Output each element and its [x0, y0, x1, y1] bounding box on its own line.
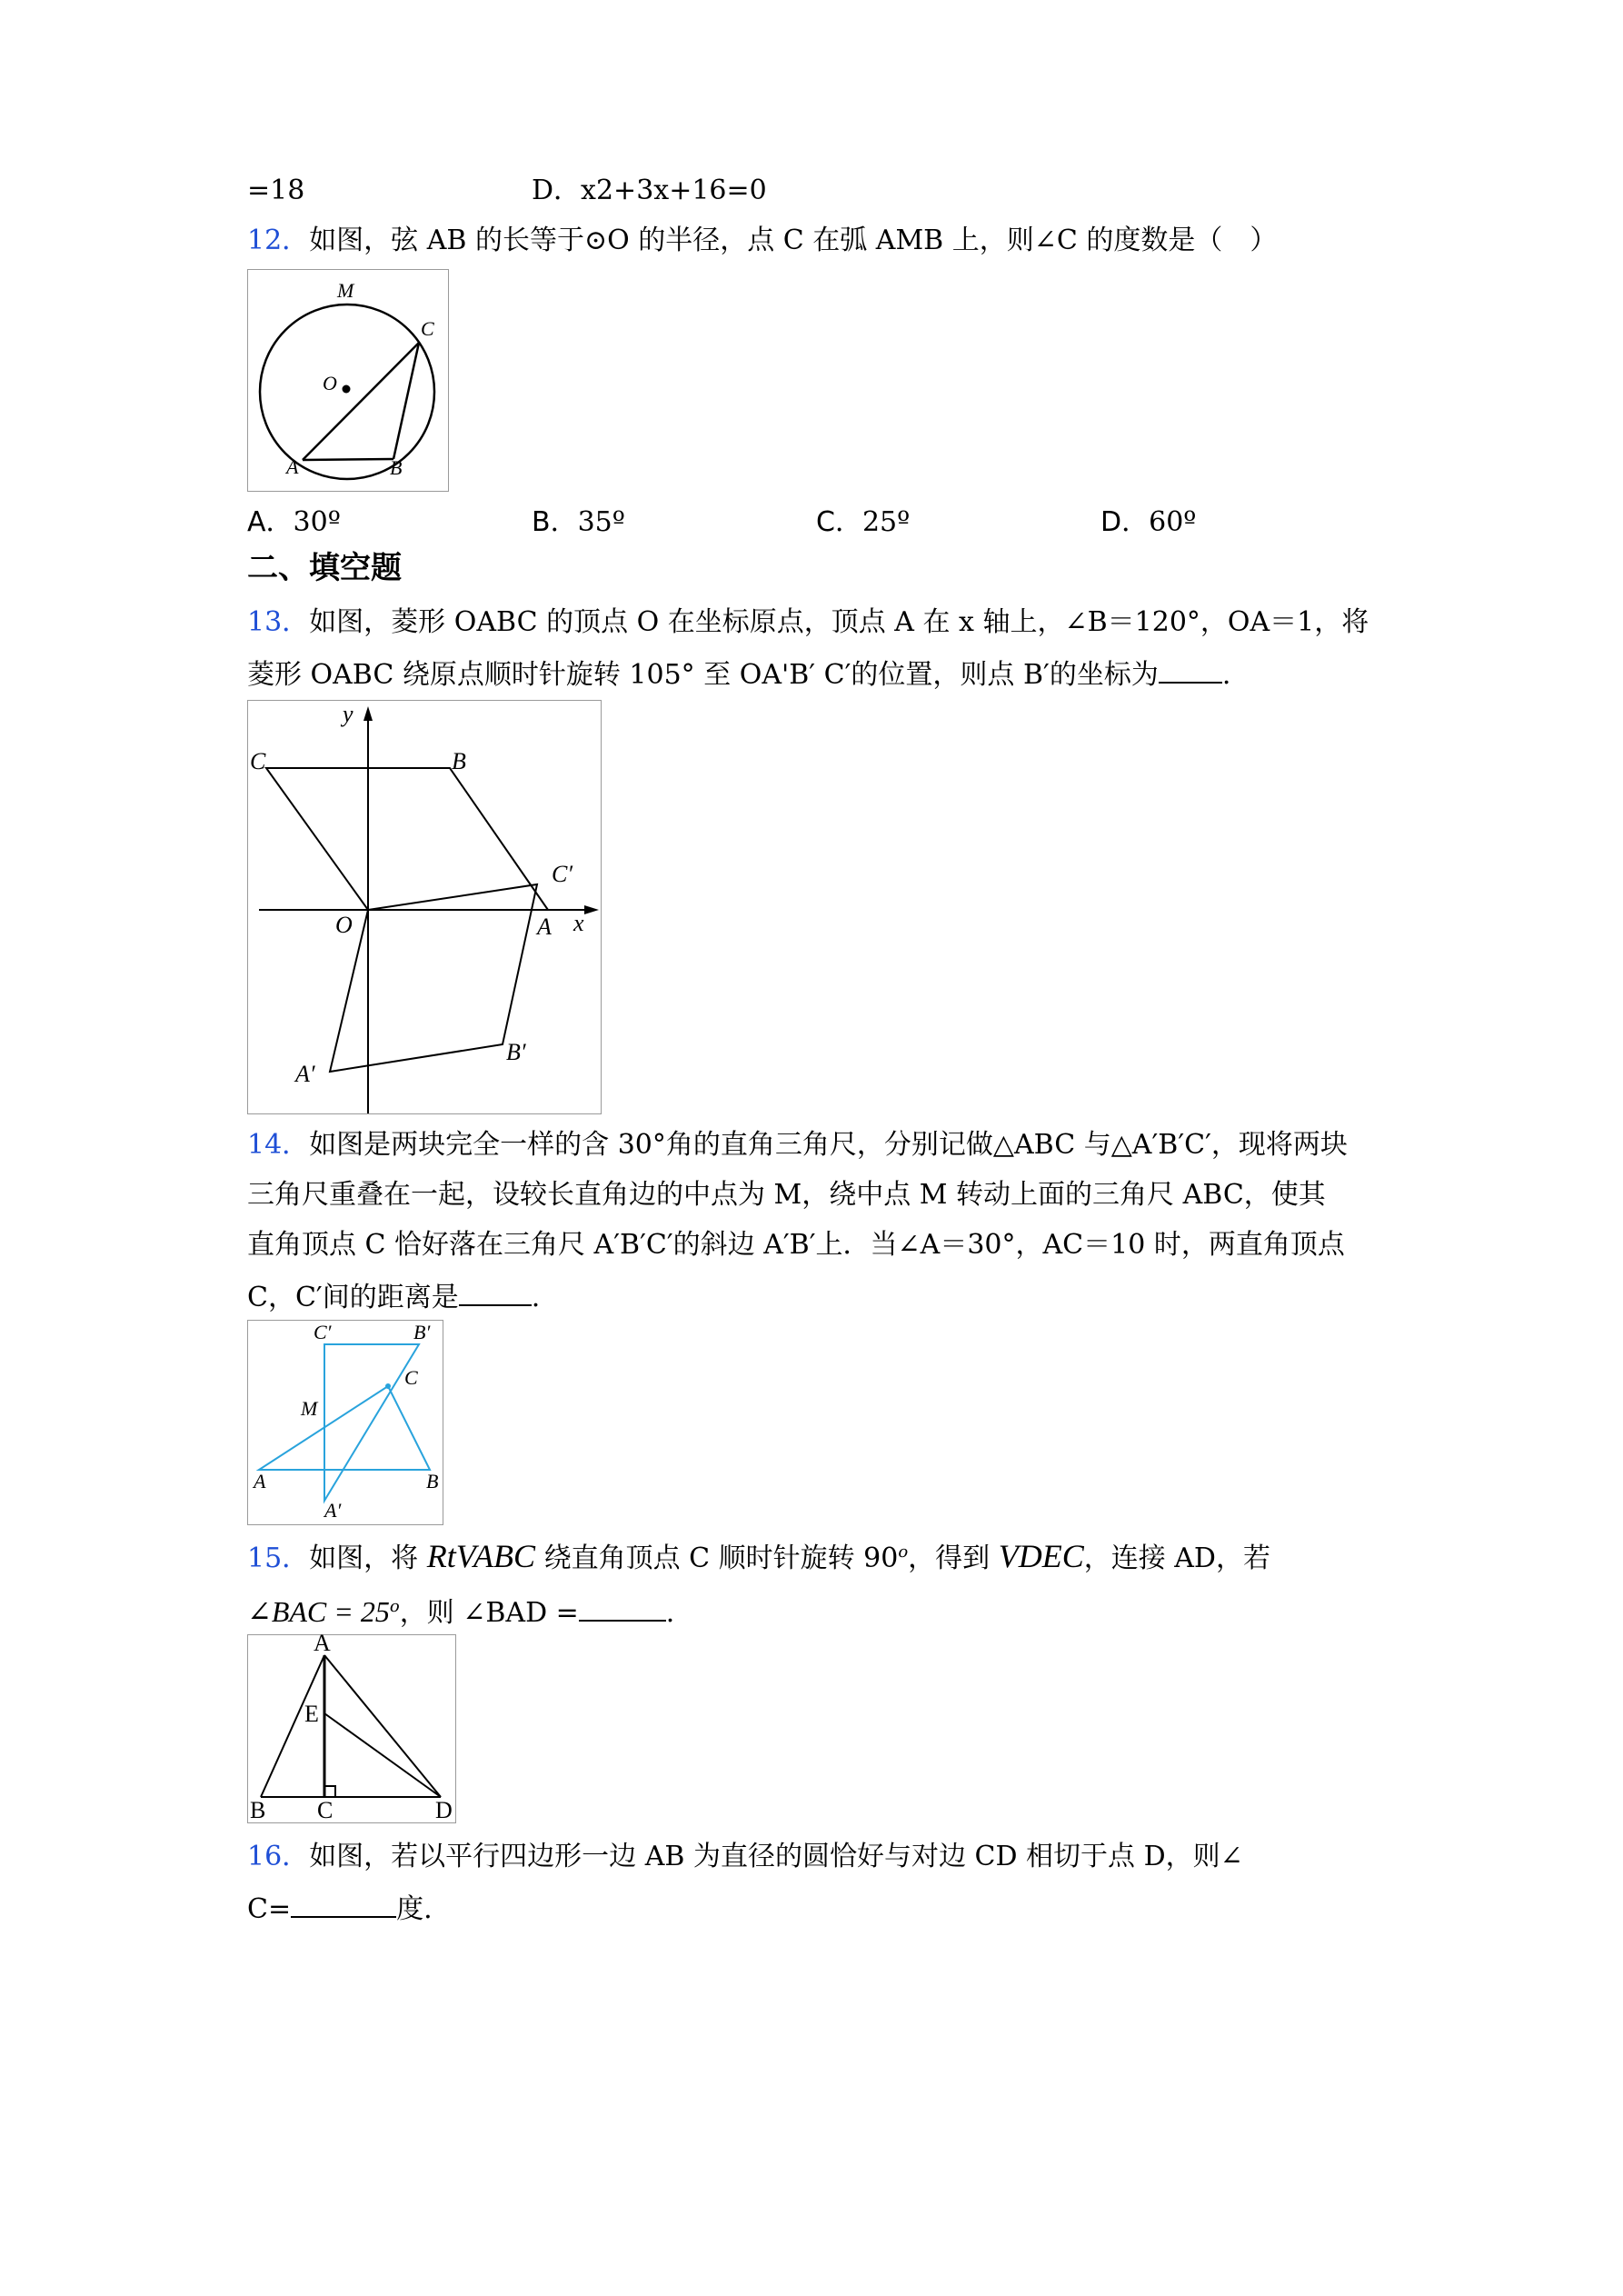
label-a: A	[314, 1630, 331, 1656]
label-c-prime: C′	[552, 861, 573, 887]
question-number: 12．	[247, 225, 310, 256]
label-x: x	[573, 910, 584, 936]
label-c-prime: C′	[314, 1321, 332, 1343]
question-14-line-1: 14．如图是两块完全一样的含 30°角的直角三角尺，分别记做△ABC 与△A′B′C′，现将两块	[247, 1129, 1348, 1161]
triangle-abc	[259, 1386, 430, 1470]
question-number: 15．	[247, 1542, 310, 1574]
q12-option-c: C．25º	[816, 506, 911, 538]
question-16-line-1: 16．如图，若以平行四边形一边 AB 为直径的圆恰好与对边 CD 相切于点 D，则∠	[247, 1841, 1243, 1872]
label-c: C	[250, 748, 266, 774]
label-b: B	[390, 456, 403, 479]
center-dot	[343, 385, 351, 394]
q13-rhombus-figure	[247, 700, 602, 1114]
label-y: y	[343, 701, 353, 727]
label-m: M	[337, 279, 354, 302]
segment-ac	[303, 343, 419, 460]
answer-blank[interactable]	[459, 1277, 532, 1306]
label-o: O	[335, 912, 353, 938]
prev-question-option-d: D．x2+3x+16=0	[532, 175, 767, 206]
question-15-line-1: 15．如图，将 RtVABC 绕直角顶点 C 顺时针旋转 90$^o$，得到 VDEC，连接 AD，若	[247, 1538, 1270, 1574]
label-b: B	[452, 748, 466, 774]
question-16-line-2: C= 度.	[247, 1889, 433, 1928]
label-b: B	[426, 1470, 439, 1492]
question-14-line-4: C，C′间的距离是 .	[247, 1277, 540, 1316]
q12-circle-figure	[247, 269, 449, 492]
question-14-line-3: 直角顶点 C 恰好落在三角尺 A′B′C′的斜边 A′B′上．当∠A＝30°，AC＝10 时，两直角顶点	[247, 1229, 1345, 1261]
label-c: C	[421, 317, 434, 340]
question-15-line-2: ∠BAC = $25^o$，则 ∠BAD = .	[247, 1589, 674, 1632]
question-number: 13．	[247, 606, 310, 638]
label-a: A	[537, 913, 552, 940]
label-a-prime: A′	[295, 1061, 315, 1087]
question-12	[247, 223, 1277, 259]
question-number: 14．	[247, 1129, 310, 1161]
label-b: B	[250, 1797, 266, 1823]
section-title: 二、填空题	[247, 550, 402, 586]
q12-option-a: A．30º	[247, 506, 341, 538]
answer-blank[interactable]	[1159, 654, 1222, 684]
answer-blank[interactable]	[579, 1592, 666, 1622]
q15-triangle-figure	[247, 1630, 456, 1823]
question-14-line-2: 三角尺重叠在一起，设较长直角边的中点为 M，绕中点 M 转动上面的三角尺 ABC，使其	[247, 1179, 1326, 1211]
question-text: 如图，弦 AB 的长等于⊙O 的半径，点 C 在弧 AMB 上，则∠C 的度数是（ ）	[309, 225, 1278, 256]
point-c	[385, 1383, 391, 1389]
y-axis-arrow	[363, 706, 373, 721]
label-a: A	[286, 455, 299, 478]
label-b-prime: B′	[506, 1039, 526, 1065]
label-c: C	[404, 1366, 418, 1389]
right-angle-mark	[324, 1786, 335, 1797]
x-axis-arrow	[584, 905, 599, 914]
chord-ab	[303, 459, 393, 460]
question-13-line-2: 菱形 OABC 绕原点顺时针旋转 105° 至 OA'B′ C′的位置，则点 B′的坐标为 .	[247, 654, 1230, 694]
label-a: A	[254, 1470, 266, 1492]
question-number: 16．	[247, 1841, 310, 1872]
label-b-prime: B′	[413, 1321, 431, 1343]
segment-bc	[393, 343, 419, 459]
label-c: C	[317, 1797, 334, 1823]
label-o: O	[323, 372, 337, 394]
q12-option-d: D．60º	[1100, 506, 1197, 538]
q14-triangles-figure	[247, 1320, 443, 1525]
label-d: D	[435, 1797, 453, 1823]
answer-blank[interactable]	[291, 1889, 396, 1918]
q12-option-b: B．35º	[532, 506, 625, 538]
prev-question-option-tail: =18	[247, 175, 305, 206]
question-13-line-1: 13．如图，菱形 OABC 的顶点 O 在坐标原点，顶点 A 在 x 轴上，∠B＝120°，OA＝1，将	[247, 606, 1369, 638]
label-e: E	[304, 1701, 319, 1727]
label-a-prime: A′	[324, 1499, 342, 1522]
label-m: M	[301, 1397, 318, 1420]
